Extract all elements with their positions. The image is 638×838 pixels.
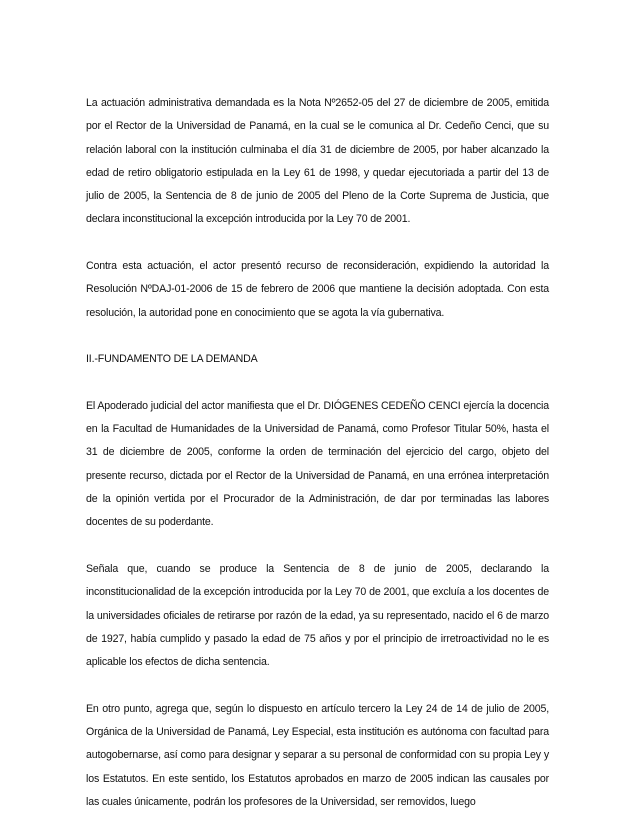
paragraph-actuacion-demandada: La actuación administrativa demandada es la Nota Nº2652-05 del 27 de diciembre de 2005, emitida por el Rector de la Universidad de Panamá, en la cual se le comunica al Dr. Cedeño Cenci, que su relación laboral con la institución culminaba el día 31 de diciembre de 2005, por haber alcanzado la edad de retiro obligatorio estipulada en la Ley 61 de 1998, y quedar ejecutoriada a partir del 13 de julio de 2005, la Sentencia de 8 de junio de 2005 del Pleno de la Corte Suprema de Justicia, que declara inconstitucional la excepción introducida por la Ley 70 de 2001. <box>86 97 549 226</box>
paragraph-sentencia: Señala que, cuando se produce la Sentencia de 8 de junio de 2005, declarando la inconstitucionalidad de la excepción introducida por la Ley 70 de 2001, que excluía a los docentes de la universidades oficiales de retirarse por razón de la edad, ya su representado, nacido el 6 de marzo de 1927, había cumplido y pasado la edad de 75 años y por el principio de irretroactividad no le es aplicable los efectos de dicha sentencia. <box>86 562 549 669</box>
document-body <box>86 92 549 838</box>
paragraph-apoderado: El Apoderado judicial del actor manifiesta que el Dr. DIÓGENES CEDEÑO CENCI ejercía la docencia en la Facultad de Humanidades de la Universidad de Panamá, como Profesor Titular 50%, hasta el 31 de diciembre de 2005, conforme la orden de terminación del ejercicio del cargo, objeto del presente recurso, dictada por el Rector de la Universidad de Panamá, en una errónea interpretación de la opinión vertida por el Procurador de la Administración, de dar por terminadas las labores docentes de su poderdante. <box>86 399 549 529</box>
section-heading-fundamento: II.-FUNDAMENTO DE LA DEMANDA <box>86 353 258 366</box>
paragraph-reconsideracion: Contra esta actuación, el actor presentó recurso de reconsideración, expidiendo la autoridad la Resolución NºDAJ-01-2006 de 15 de febrero de 2006 que mantiene la decisión adoptada. Con esta resolución, la autoridad pone en conocimiento que se agota la vía gubernativa. <box>86 260 549 319</box>
paragraph-ley-organica: En otro punto, agrega que, según lo dispuesto en artículo tercero la Ley 24 de 14 de julio de 2005, Orgánica de la Universidad de Panamá, Ley Especial, esta institución es autónoma con facultad para autogobernarse, así como para designar y separar a su personal de conformidad con su propia Ley y los Estatutos. En este sentido, los Estatutos aprobados en marzo de 2005 indican las causales por las cuales únicamente, podrán los profesores de la Universidad, ser removidos, luego <box>86 702 549 808</box>
